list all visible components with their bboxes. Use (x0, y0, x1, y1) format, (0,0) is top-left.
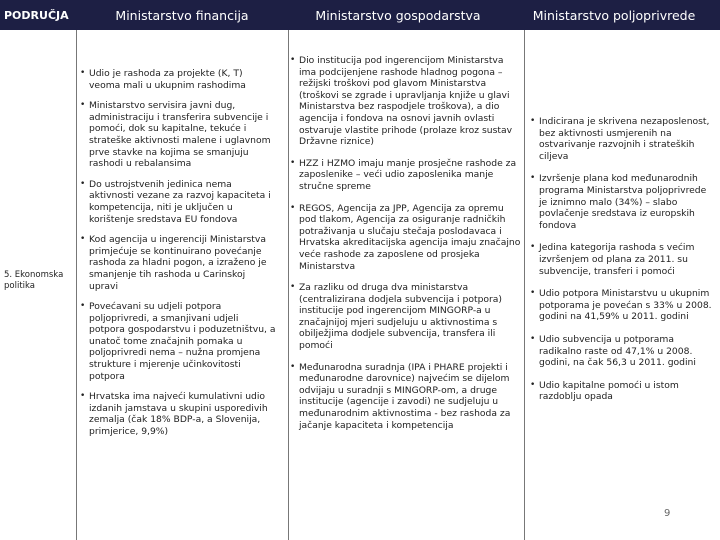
list-item: • HZZ i HZMO imaju manje prosječne rashode za zaposlenike – veći udio zaposlenika manje stručne spreme (290, 158, 522, 193)
list-item: • Povećavani su udjeli potpora poljoprivredi, a smanjivani udjeli potpora gospodarstvu i poduzetništvu, a unatoč tome značajnih pomaka u poljoprivredi nema – nužna promjena strukture i mjerenje učinkovitosti potpora (80, 301, 276, 382)
list-item: • Jedina kategorija rashoda s većim izvršenjem od plana za 2011. su subvencije, transferi i pomoći (530, 242, 715, 277)
list-item: • Međunarodna suradnja (IPA i PHARE projekti i međunarodne darovnice) najvećim se dijelom odvijaju u suradnji s MINGORP-om, a druge institucije (agencije i zavodi) ne sudjeluju u međunarodnim aktivnostima - bez rashoda za jačanje kapaciteta i kompetencija (290, 362, 522, 432)
header-ministarstvo-gospodarstva: Ministarstvo gospodarstva (315, 7, 481, 23)
column-divider (524, 30, 525, 540)
list-item: • Indicirana je skrivena nezaposlenost, bez aktivnosti usmjerenih na ostvarivanje razvojnih i strateških ciljeva (530, 116, 715, 162)
list-item: • Udio potpora Ministarstvu u ukupnim potporama je povećan s 33% u 2008. godini na 41,59% u 2011. godini (530, 288, 715, 323)
list-item: • Dio institucija pod ingerencijom Ministarstva ima podcijenjene rashode hladnog pogona – režijski troškovi pod glavom Ministarstva (troškovi se zgrade i upravljanja knjiže u glavi Ministarstva bez raspodjele troškova), a dio agencija i fondova na osnovi javnih ovlasti ostvaruje vlastite prihode (prolaze kroz sustav Državne riznice) (290, 55, 522, 148)
column-divider (288, 30, 289, 540)
column-divider (76, 30, 77, 540)
column-financija (80, 68, 276, 447)
list-item: • REGOS, Agencija za JPP, Agencija za opremu pod tlakom, Agencija za osiguranje radničkih potraživanja u slučaju stečaja poslodavaca i Hrvatska akreditacijska agencija imaju značajno veće rashode za zaposlene od prosjeka Ministarstva (290, 203, 522, 273)
list-item: • Udio subvencija u potporama radikalno raste od 47,1% u 2008. godini, na čak 56,3 u 2011. godini (530, 334, 715, 369)
list-item: • Udio je rashoda za projekte (K, T) veoma mali u ukupnim rashodima (80, 68, 276, 91)
column-gospodarstva (290, 55, 522, 441)
header-podrucja: PODRUČJA (4, 8, 69, 22)
list-item: • Do ustrojstvenih jedinica nema aktivnosti vezane za razvoj kapaciteta i kompetencija, niti je uključen u korištenje sredstava EU fondova (80, 179, 276, 225)
header-ministarstvo-financija: Ministarstvo financija (115, 7, 249, 23)
list-item: • Izvršenje plana kod međunarodnih programa Ministarstva poljoprivrede je iznimno malo (34%) – slabo povlačenje sredstava iz europskih fondova (530, 173, 715, 231)
row-label-ekonomska-politika: 5. Ekonomska politika (4, 270, 64, 291)
page-number: 9 (664, 508, 671, 519)
column-poljoprivrede (530, 116, 715, 414)
list-item: • Hrvatska ima najveći kumulativni udio izdanih jamstava u skupini usporedivih zemalja (čak 18% BDP-a, a Slovenija, primjerice, 9,9%) (80, 391, 276, 437)
list-item: • Za razliku od druga dva ministarstva (centralizirana dodjela subvencija i potpora) institucije pod ingerencijom MINGORP-a u značajnijoj mjeri sudjeluju u aktivnostima s obilježjima dodjele subvencija, transfera ili pomoći (290, 282, 522, 352)
list-item: • Kod agencija u ingerenciji Ministarstva primjećuje se kontinuirano povećanje rashoda za hladni pogon, a izraženo je smanjenje tih rashoda u Carinskoj upravi (80, 234, 276, 292)
list-item: • Udio kapitalne pomoći u istom razdoblju opada (530, 380, 715, 403)
list-item: • Ministarstvo servisira javni dug, administraciju i transferira subvencije i pomoći, dok su kapitalne, tekuće i strateške aktivnosti malene i uglavnom prve stavke na kojima se smanjuju rashodi u rebalansima (80, 100, 276, 170)
table-header (0, 0, 720, 30)
header-ministarstvo-poljoprivrede: Ministarstvo poljoprivrede (532, 7, 696, 23)
